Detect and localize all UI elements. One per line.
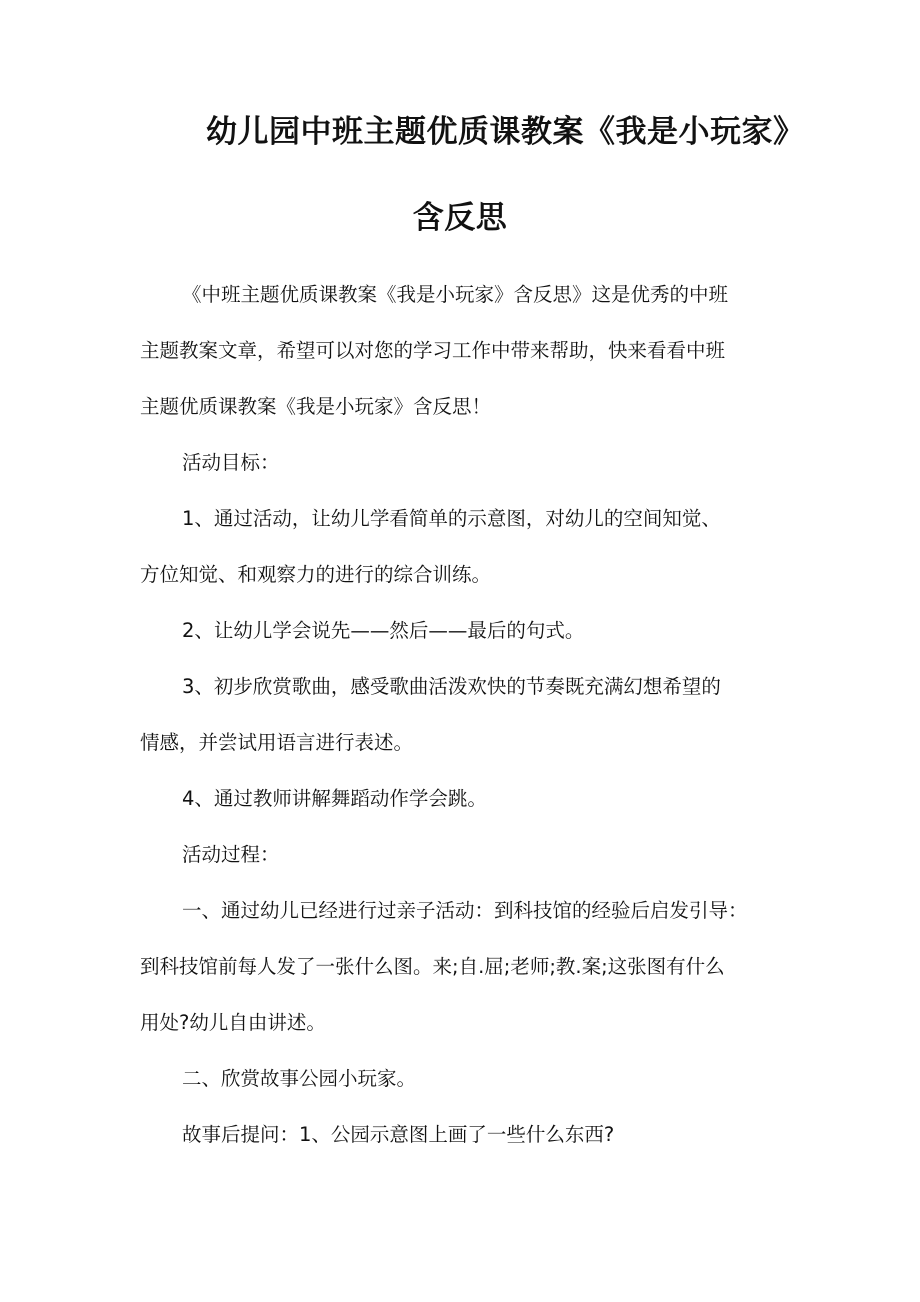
paragraph-line: 4、通过教师讲解舞蹈动作学会跳。 — [182, 787, 487, 810]
paragraph-line: 到科技馆前每人发了一张什么图。来;自.屈;老师;教.案;这张图有什么 — [140, 955, 725, 978]
paragraph-line: 主题教案文章，希望可以对您的学习工作中带来帮助，快来看看中班 — [140, 339, 726, 362]
paragraph-line: 一、通过幼儿已经进行过亲子活动：到科技馆的经验后启发引导： — [182, 899, 748, 922]
paragraph-line: 方位知觉、和观察力的进行的综合训练。 — [140, 563, 492, 586]
document-title-line-1: 幼儿园中班主题优质课教案《我是小玩家》 — [206, 114, 805, 150]
paragraph-line: 《中班主题优质课教案《我是小玩家》含反思》这是优秀的中班 — [182, 283, 729, 306]
paragraph-line: 主题优质课教案《我是小玩家》含反思！ — [140, 395, 492, 418]
paragraph-line: 情感，并尝试用语言进行表述。 — [140, 731, 414, 754]
paragraph-line: 用处?幼儿自由讲述。 — [140, 1011, 326, 1034]
document-title-line-2: 含反思 — [412, 200, 508, 236]
paragraph-line: 二、欣赏故事公园小玩家。 — [182, 1067, 417, 1090]
section-heading-process: 活动过程： — [182, 843, 280, 866]
paragraph-line: 故事后提问：1、公园示意图上画了一些什么东西? — [182, 1123, 615, 1146]
section-heading-goals: 活动目标： — [182, 451, 280, 474]
paragraph-line: 2、让幼儿学会说先——然后——最后的句式。 — [182, 619, 585, 642]
paragraph-line: 3、初步欣赏歌曲，感受歌曲活泼欢快的节奏既充满幻想希望的 — [182, 675, 721, 698]
paragraph-line: 1、通过活动，让幼儿学看简单的示意图，对幼儿的空间知觉、 — [182, 507, 721, 530]
